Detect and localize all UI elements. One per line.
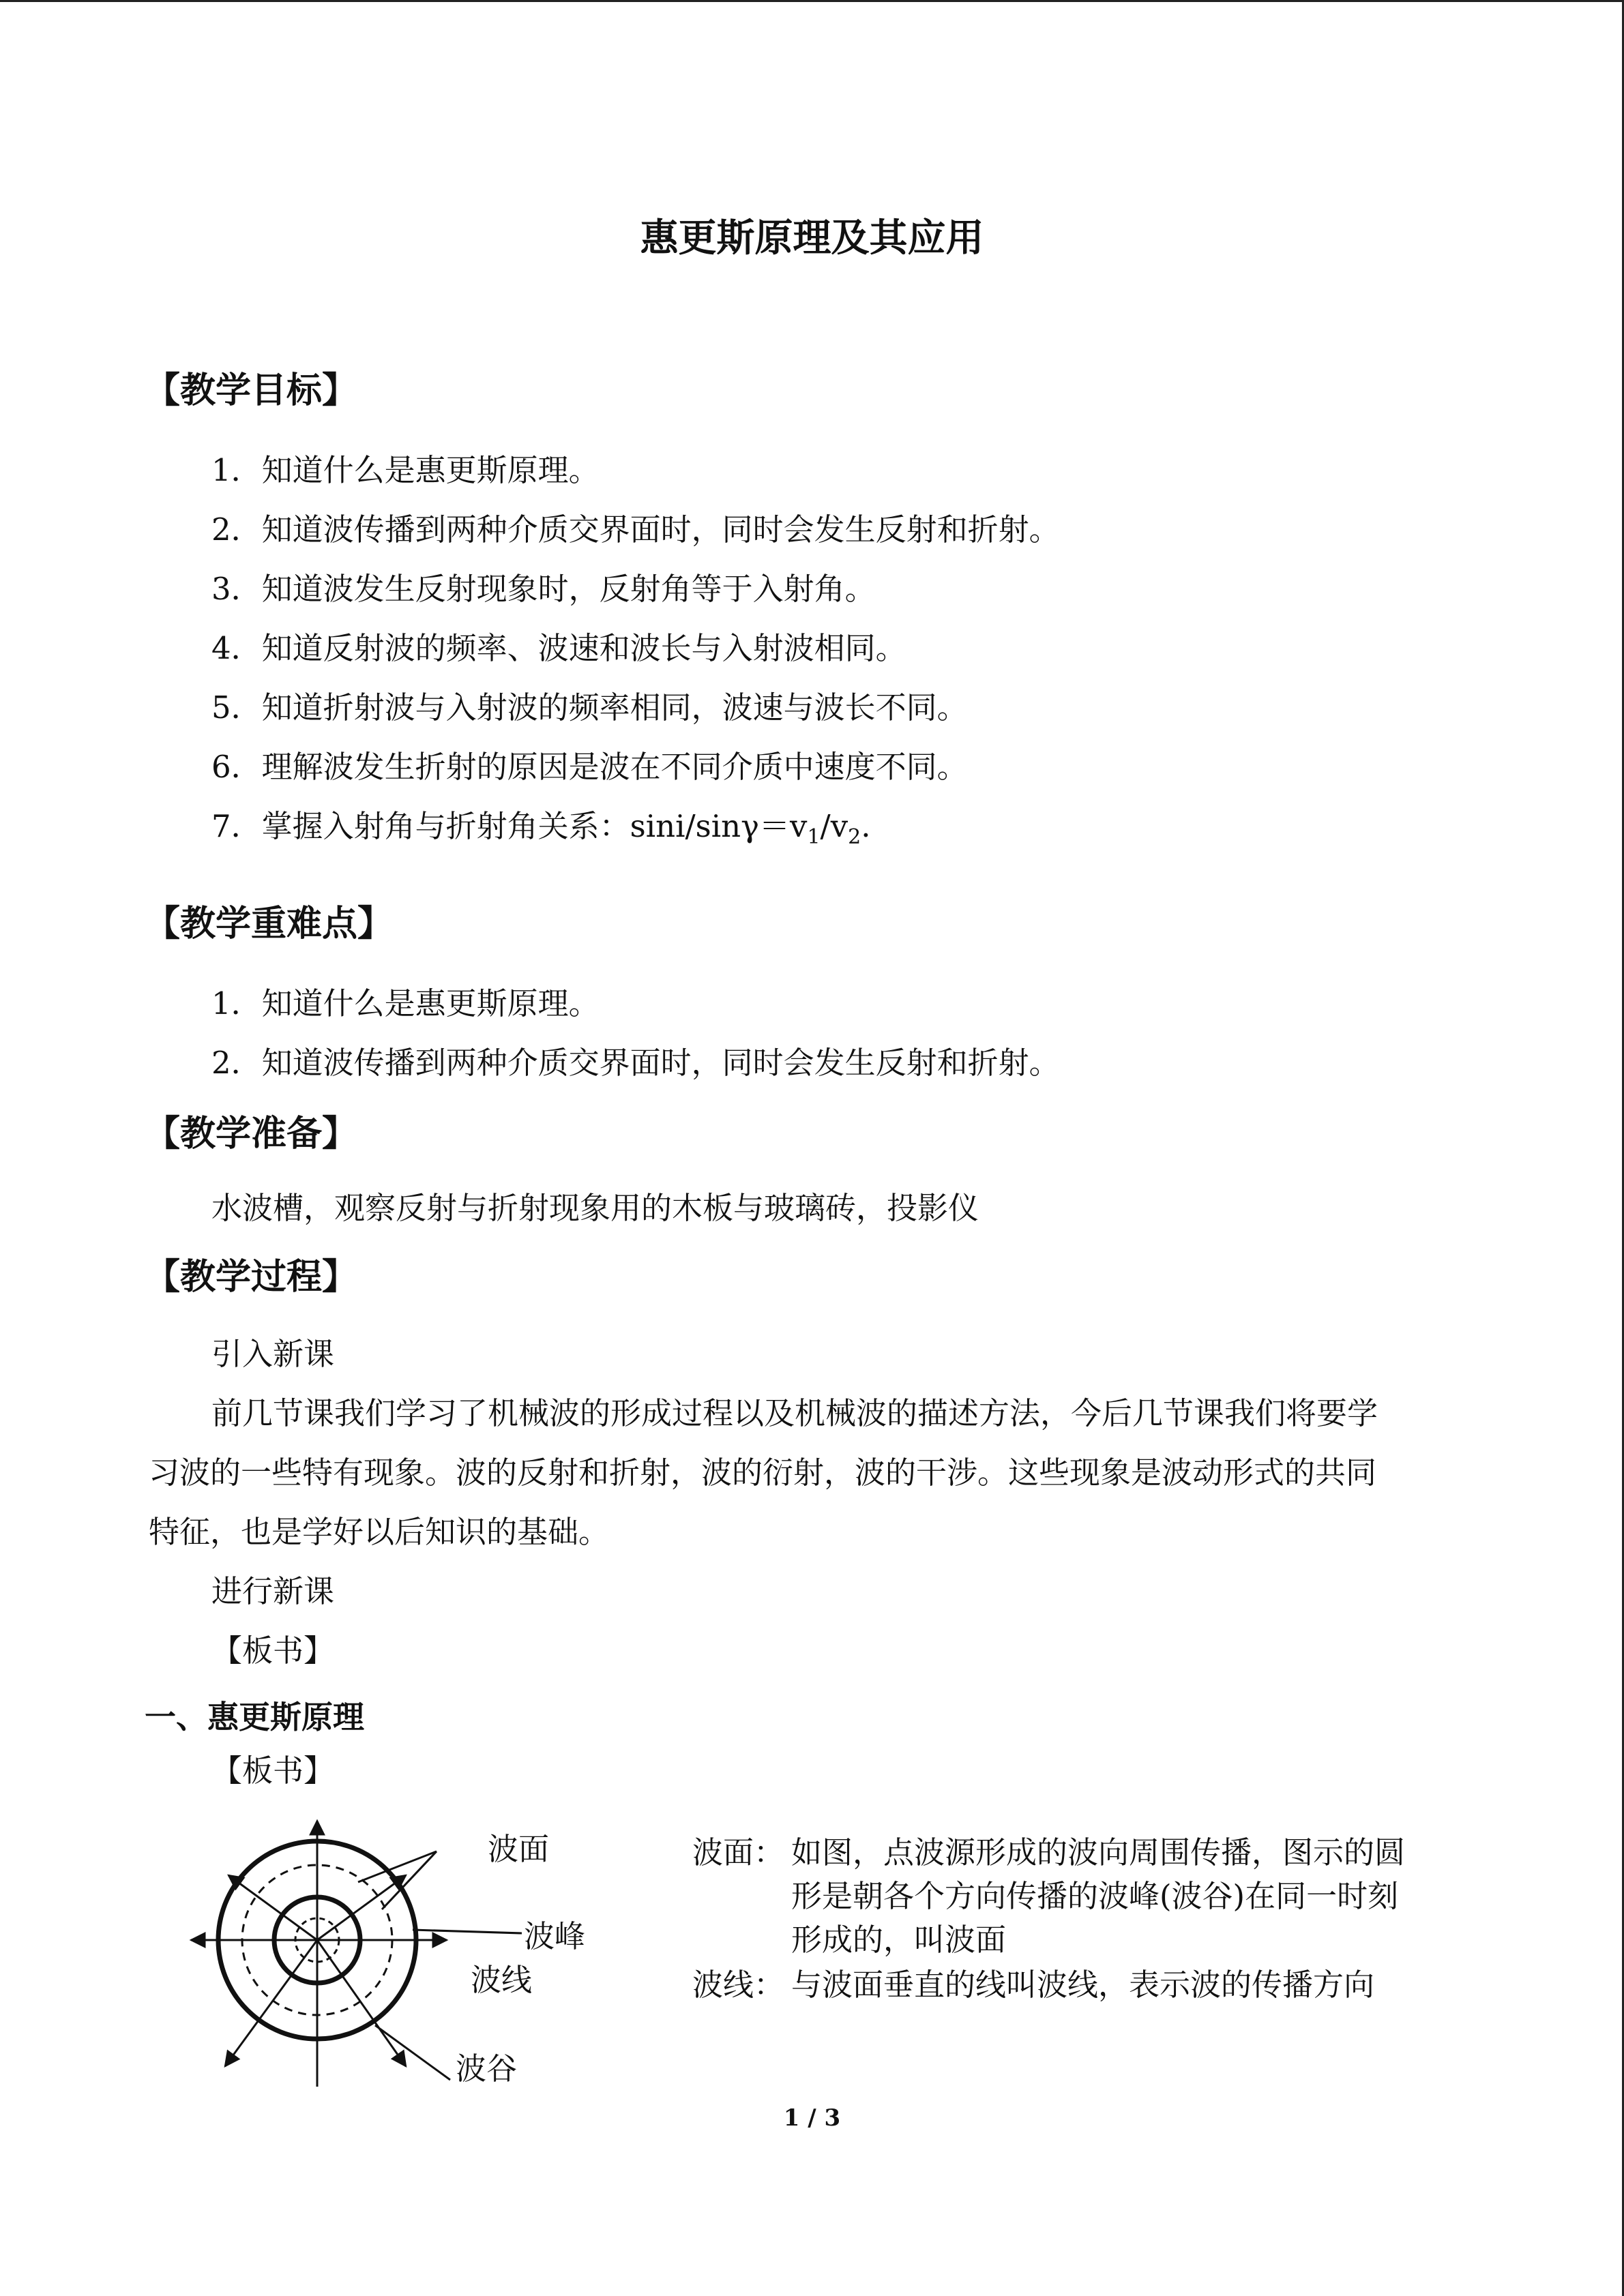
- objective-item-7-prefix: 7．掌握入射角与折射角关系：sini/sinγ＝v: [211, 808, 808, 844]
- page-title: 惠更斯原理及其应用: [640, 216, 984, 260]
- objective-item-6: 6．理解波发生折射的原因是波在不同介质中速度不同。: [211, 749, 968, 785]
- intro-label: 引入新课: [211, 1336, 335, 1372]
- label-trough: 波谷: [456, 2051, 518, 2087]
- preparation-text: 水波槽，观察反射与折射现象用的木板与玻璃砖，投影仪: [211, 1190, 979, 1226]
- definition-ray-term: 波线：: [692, 1967, 785, 2003]
- definition-wavefront-line-2: 形是朝各个方向传播的波峰(波谷)在同一时刻: [791, 1878, 1399, 1914]
- objective-item-7-mid: /v: [820, 808, 848, 844]
- intro-paragraph-line-1: 前几节课我们学习了机械波的形成过程以及机械波的描述方法，今后几节课我们将要学: [211, 1395, 1378, 1431]
- objective-item-1: 1．知道什么是惠更斯原理。: [211, 452, 600, 488]
- objectives-heading: 【教学目标】: [145, 370, 358, 411]
- objective-item-7: [211, 808, 871, 850]
- wavefront-diagram: [184, 1807, 491, 2093]
- definition-wavefront-line-3: 形成的，叫波面: [791, 1922, 1007, 1958]
- page-border-top: [0, 0, 1624, 2]
- page-number: 1 / 3: [783, 2104, 841, 2132]
- label-wavefront: 波面: [488, 1831, 550, 1867]
- subscript-1: 1: [807, 825, 821, 849]
- leader-trough: [375, 2025, 450, 2080]
- definition-ray-text: 与波面垂直的线叫波线，表示波的传播方向: [791, 1967, 1375, 2003]
- objective-item-3: 3．知道波发生反射现象时，反射角等于入射角。: [211, 571, 876, 607]
- section-huygens-principle: 一、惠更斯原理: [145, 1699, 364, 1735]
- key-point-item-1: 1．知道什么是惠更斯原理。: [211, 985, 600, 1022]
- process-heading: 【教学过程】: [145, 1257, 358, 1298]
- preparation-heading: 【教学准备】: [145, 1114, 358, 1154]
- key-points-heading: 【教学重难点】: [145, 904, 394, 944]
- label-crest: 波峰: [524, 1918, 586, 1954]
- intro-paragraph-line-2: 习波的一些特有现象。波的反射和折射，波的衍射，波的干涉。这些现象是波动形式的共同: [149, 1455, 1377, 1491]
- definition-wavefront-line-1: 如图，点波源形成的波向周围传播，图示的圆: [791, 1834, 1406, 1870]
- board-label-2: 【板书】: [211, 1753, 335, 1789]
- objective-item-4: 4．知道反射波的频率、波速和波长与入射波相同。: [211, 630, 906, 666]
- intro-paragraph-line-3: 特征，也是学好以后知识的基础。: [149, 1514, 610, 1550]
- new-lesson-label: 进行新课: [211, 1573, 335, 1609]
- subscript-2: 2: [848, 825, 861, 849]
- leader-crest: [413, 1930, 522, 1933]
- definition-wavefront-term: 波面：: [692, 1834, 785, 1870]
- key-point-item-2: 2．知道波传播到两种介质交界面时，同时会发生反射和折射。: [211, 1045, 1060, 1081]
- objective-item-2: 2．知道波传播到两种介质交界面时，同时会发生反射和折射。: [211, 511, 1060, 548]
- objective-item-5: 5．知道折射波与入射波的频率相同，波速与波长不同。: [211, 689, 968, 726]
- board-label-1: 【板书】: [211, 1632, 335, 1669]
- objective-item-7-suffix: .: [861, 808, 871, 844]
- label-ray: 波线: [471, 1962, 533, 1998]
